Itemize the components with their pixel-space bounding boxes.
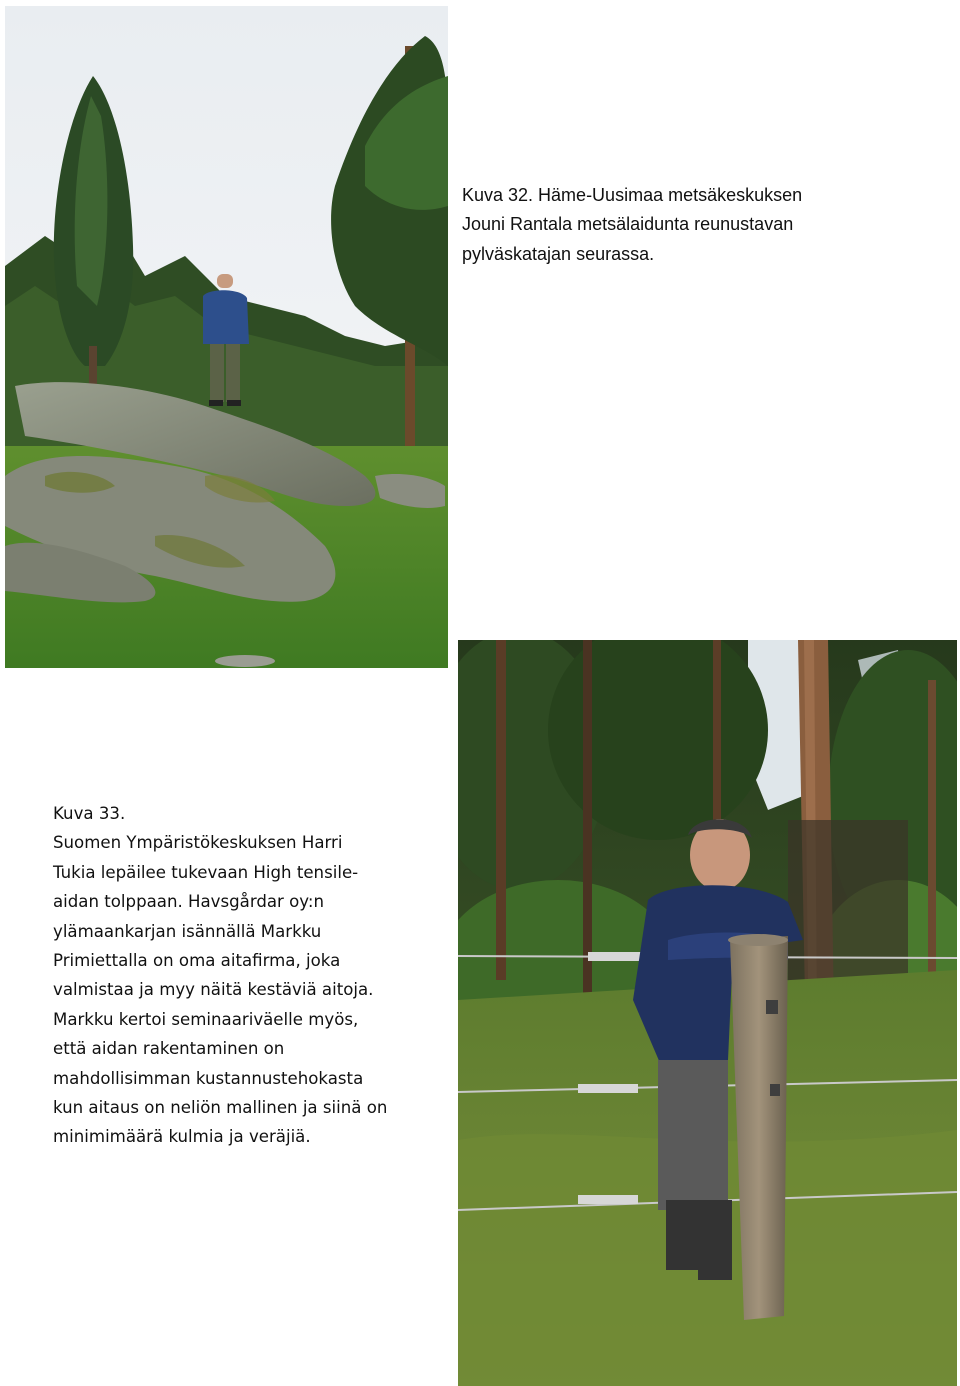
caption-line: Jouni Rantala metsälaidunta reunustavan (462, 214, 794, 235)
caption-line: mahdollisimman kustannustehokasta (53, 1068, 364, 1088)
caption-line: pylväskatajan seurassa. (462, 243, 655, 264)
caption-line: Primiettalla on oma aitafirma, joka (53, 951, 341, 971)
caption-line: Tukia lepäilee tukevaan High tensile- (53, 862, 359, 882)
figure-32-caption (462, 181, 932, 269)
caption-line: minimimäärä kulmia ja veräjiä. (53, 1127, 311, 1147)
caption-line: Markku kertoi seminaariväelle myös, (53, 1009, 359, 1029)
caption-line: kun aitaus on neliön mallinen ja siinä on (53, 1098, 388, 1118)
photo-fence-post (458, 640, 957, 1386)
caption-line: valmistaa ja myy näitä kestäviä aitoja. (53, 980, 374, 1000)
caption-line: Kuva 33. (53, 804, 126, 823)
caption-line: Suomen Ympäristökeskuksen Harri (53, 833, 343, 853)
caption-line: ylämaankarjan isännällä Markku (53, 921, 322, 941)
caption-line: Kuva 32. Häme-Uusimaa metsäkeskuksen (462, 185, 803, 205)
caption-line: aidan tolppaan. Havsgårdar oy:n (53, 892, 325, 912)
photo-juniper-rock (5, 6, 448, 668)
figure-33-caption (53, 799, 453, 1152)
caption-line: että aidan rakentaminen on (53, 1039, 285, 1059)
